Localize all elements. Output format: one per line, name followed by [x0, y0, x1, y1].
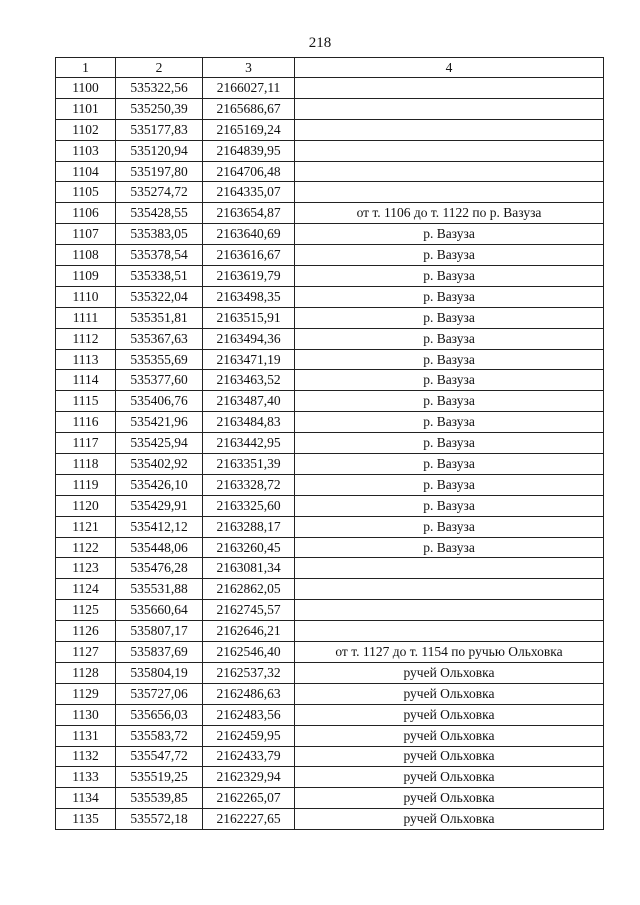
cell-y-coordinate: 2163328,72 [203, 474, 295, 495]
cell-description: р. Вазуза [295, 454, 604, 475]
cell-description: р. Вазуза [295, 433, 604, 454]
cell-description [295, 98, 604, 119]
cell-x-coordinate: 535804,19 [116, 662, 203, 683]
cell-x-coordinate: 535837,69 [116, 642, 203, 663]
cell-description: р. Вазуза [295, 224, 604, 245]
table-row [56, 98, 604, 119]
table-row [56, 161, 604, 182]
cell-point-number: 1124 [56, 579, 116, 600]
cell-description [295, 600, 604, 621]
cell-y-coordinate: 2162486,63 [203, 683, 295, 704]
table-row [56, 203, 604, 224]
cell-y-coordinate: 2163494,36 [203, 328, 295, 349]
cell-x-coordinate: 535377,60 [116, 370, 203, 391]
table-row [56, 412, 604, 433]
cell-point-number: 1119 [56, 474, 116, 495]
cell-y-coordinate: 2162227,65 [203, 809, 295, 830]
cell-description: р. Вазуза [295, 516, 604, 537]
cell-y-coordinate: 2162433,79 [203, 746, 295, 767]
cell-description: р. Вазуза [295, 412, 604, 433]
coordinates-table [55, 57, 604, 830]
table-row [56, 266, 604, 287]
cell-x-coordinate: 535338,51 [116, 266, 203, 287]
cell-point-number: 1110 [56, 286, 116, 307]
cell-description: ручей Ольховка [295, 767, 604, 788]
cell-x-coordinate: 535197,80 [116, 161, 203, 182]
header-cell-x: 2 [116, 58, 203, 78]
table-row [56, 140, 604, 161]
cell-point-number: 1128 [56, 662, 116, 683]
table-row [56, 245, 604, 266]
cell-point-number: 1129 [56, 683, 116, 704]
cell-x-coordinate: 535656,03 [116, 704, 203, 725]
cell-point-number: 1123 [56, 558, 116, 579]
table-row [56, 767, 604, 788]
cell-description: р. Вазуза [295, 537, 604, 558]
cell-point-number: 1113 [56, 349, 116, 370]
cell-description [295, 579, 604, 600]
cell-description: р. Вазуза [295, 245, 604, 266]
cell-y-coordinate: 2163498,35 [203, 286, 295, 307]
cell-y-coordinate: 2163288,17 [203, 516, 295, 537]
cell-y-coordinate: 2164706,48 [203, 161, 295, 182]
table-row [56, 224, 604, 245]
cell-x-coordinate: 535428,55 [116, 203, 203, 224]
cell-point-number: 1112 [56, 328, 116, 349]
cell-y-coordinate: 2163484,83 [203, 412, 295, 433]
cell-description: р. Вазуза [295, 349, 604, 370]
cell-point-number: 1125 [56, 600, 116, 621]
cell-point-number: 1104 [56, 161, 116, 182]
cell-y-coordinate: 2164335,07 [203, 182, 295, 203]
cell-description [295, 182, 604, 203]
table-row [56, 704, 604, 725]
cell-description: от т. 1106 до т. 1122 по р. Вазуза [295, 203, 604, 224]
cell-x-coordinate: 535322,56 [116, 78, 203, 99]
cell-y-coordinate: 2163515,91 [203, 307, 295, 328]
cell-y-coordinate: 2163487,40 [203, 391, 295, 412]
cell-y-coordinate: 2163616,67 [203, 245, 295, 266]
table-row [56, 579, 604, 600]
cell-x-coordinate: 535448,06 [116, 537, 203, 558]
cell-point-number: 1116 [56, 412, 116, 433]
cell-point-number: 1111 [56, 307, 116, 328]
coordinates-table-body [56, 58, 604, 830]
cell-y-coordinate: 2162483,56 [203, 704, 295, 725]
table-row [56, 662, 604, 683]
cell-description: р. Вазуза [295, 391, 604, 412]
cell-x-coordinate: 535807,17 [116, 621, 203, 642]
cell-description: р. Вазуза [295, 474, 604, 495]
cell-description: ручей Ольховка [295, 788, 604, 809]
table-row [56, 495, 604, 516]
cell-x-coordinate: 535426,10 [116, 474, 203, 495]
cell-point-number: 1106 [56, 203, 116, 224]
cell-description: ручей Ольховка [295, 725, 604, 746]
cell-description: р. Вазуза [295, 286, 604, 307]
cell-description: ручей Ольховка [295, 746, 604, 767]
cell-y-coordinate: 2163619,79 [203, 266, 295, 287]
cell-description: р. Вазуза [295, 328, 604, 349]
cell-y-coordinate: 2162329,94 [203, 767, 295, 788]
cell-description [295, 621, 604, 642]
table-row [56, 537, 604, 558]
cell-point-number: 1135 [56, 809, 116, 830]
cell-x-coordinate: 535531,88 [116, 579, 203, 600]
cell-description: ручей Ольховка [295, 704, 604, 725]
cell-point-number: 1122 [56, 537, 116, 558]
cell-y-coordinate: 2163260,45 [203, 537, 295, 558]
cell-point-number: 1103 [56, 140, 116, 161]
cell-y-coordinate: 2163471,19 [203, 349, 295, 370]
cell-x-coordinate: 535429,91 [116, 495, 203, 516]
cell-description: от т. 1127 до т. 1154 по ручью Ольховка [295, 642, 604, 663]
cell-x-coordinate: 535421,96 [116, 412, 203, 433]
cell-description [295, 119, 604, 140]
cell-x-coordinate: 535274,72 [116, 182, 203, 203]
table-row [56, 809, 604, 830]
cell-y-coordinate: 2162537,32 [203, 662, 295, 683]
table-row [56, 454, 604, 475]
cell-point-number: 1100 [56, 78, 116, 99]
header-cell-y: 3 [203, 58, 295, 78]
cell-y-coordinate: 2164839,95 [203, 140, 295, 161]
cell-y-coordinate: 2166027,11 [203, 78, 295, 99]
table-row [56, 370, 604, 391]
cell-y-coordinate: 2163640,69 [203, 224, 295, 245]
cell-description [295, 161, 604, 182]
table-row [56, 119, 604, 140]
cell-point-number: 1127 [56, 642, 116, 663]
cell-point-number: 1107 [56, 224, 116, 245]
header-cell-description: 4 [295, 58, 604, 78]
cell-description: р. Вазуза [295, 370, 604, 391]
cell-y-coordinate: 2163081,34 [203, 558, 295, 579]
cell-point-number: 1102 [56, 119, 116, 140]
cell-point-number: 1132 [56, 746, 116, 767]
cell-x-coordinate: 535355,69 [116, 349, 203, 370]
cell-y-coordinate: 2163351,39 [203, 454, 295, 475]
table-row [56, 78, 604, 99]
cell-description: р. Вазуза [295, 495, 604, 516]
table-header-row [56, 58, 604, 78]
table-row [56, 328, 604, 349]
cell-y-coordinate: 2163463,52 [203, 370, 295, 391]
cell-x-coordinate: 535547,72 [116, 746, 203, 767]
cell-x-coordinate: 535351,81 [116, 307, 203, 328]
cell-x-coordinate: 535583,72 [116, 725, 203, 746]
cell-x-coordinate: 535367,63 [116, 328, 203, 349]
cell-point-number: 1121 [56, 516, 116, 537]
table-row [56, 621, 604, 642]
cell-y-coordinate: 2165169,24 [203, 119, 295, 140]
page-number: 218 [308, 35, 332, 51]
cell-x-coordinate: 535539,85 [116, 788, 203, 809]
cell-x-coordinate: 535322,04 [116, 286, 203, 307]
table-row [56, 725, 604, 746]
cell-x-coordinate: 535378,54 [116, 245, 203, 266]
cell-description [295, 78, 604, 99]
table-row [56, 286, 604, 307]
cell-point-number: 1105 [56, 182, 116, 203]
cell-x-coordinate: 535406,76 [116, 391, 203, 412]
table-row [56, 182, 604, 203]
cell-x-coordinate: 535727,06 [116, 683, 203, 704]
cell-y-coordinate: 2162862,05 [203, 579, 295, 600]
cell-y-coordinate: 2163654,87 [203, 203, 295, 224]
cell-y-coordinate: 2162459,95 [203, 725, 295, 746]
table-row [56, 558, 604, 579]
cell-description: ручей Ольховка [295, 809, 604, 830]
cell-x-coordinate: 535660,64 [116, 600, 203, 621]
cell-y-coordinate: 2162546,40 [203, 642, 295, 663]
cell-x-coordinate: 535412,12 [116, 516, 203, 537]
cell-point-number: 1130 [56, 704, 116, 725]
cell-point-number: 1120 [56, 495, 116, 516]
cell-y-coordinate: 2162646,21 [203, 621, 295, 642]
table-row [56, 391, 604, 412]
cell-x-coordinate: 535476,28 [116, 558, 203, 579]
table-row [56, 788, 604, 809]
table-row [56, 474, 604, 495]
cell-point-number: 1118 [56, 454, 116, 475]
cell-x-coordinate: 535402,92 [116, 454, 203, 475]
cell-point-number: 1108 [56, 245, 116, 266]
cell-point-number: 1109 [56, 266, 116, 287]
cell-x-coordinate: 535120,94 [116, 140, 203, 161]
table-row [56, 642, 604, 663]
cell-x-coordinate: 535519,25 [116, 767, 203, 788]
cell-point-number: 1126 [56, 621, 116, 642]
table-row [56, 349, 604, 370]
cell-description [295, 140, 604, 161]
cell-description: ручей Ольховка [295, 662, 604, 683]
cell-point-number: 1131 [56, 725, 116, 746]
cell-y-coordinate: 2163442,95 [203, 433, 295, 454]
cell-description [295, 558, 604, 579]
table-row [56, 516, 604, 537]
cell-x-coordinate: 535177,83 [116, 119, 203, 140]
cell-point-number: 1117 [56, 433, 116, 454]
cell-y-coordinate: 2162745,57 [203, 600, 295, 621]
table-row [56, 433, 604, 454]
cell-point-number: 1101 [56, 98, 116, 119]
header-cell-point: 1 [56, 58, 116, 78]
table-row [56, 307, 604, 328]
cell-y-coordinate: 2165686,67 [203, 98, 295, 119]
cell-point-number: 1114 [56, 370, 116, 391]
cell-point-number: 1133 [56, 767, 116, 788]
cell-x-coordinate: 535383,05 [116, 224, 203, 245]
cell-description: р. Вазуза [295, 307, 604, 328]
cell-x-coordinate: 535425,94 [116, 433, 203, 454]
cell-y-coordinate: 2163325,60 [203, 495, 295, 516]
cell-point-number: 1134 [56, 788, 116, 809]
cell-y-coordinate: 2162265,07 [203, 788, 295, 809]
cell-point-number: 1115 [56, 391, 116, 412]
table-row [56, 746, 604, 767]
cell-x-coordinate: 535572,18 [116, 809, 203, 830]
cell-description: р. Вазуза [295, 266, 604, 287]
table-row [56, 600, 604, 621]
cell-x-coordinate: 535250,39 [116, 98, 203, 119]
table-row [56, 683, 604, 704]
cell-description: ручей Ольховка [295, 683, 604, 704]
